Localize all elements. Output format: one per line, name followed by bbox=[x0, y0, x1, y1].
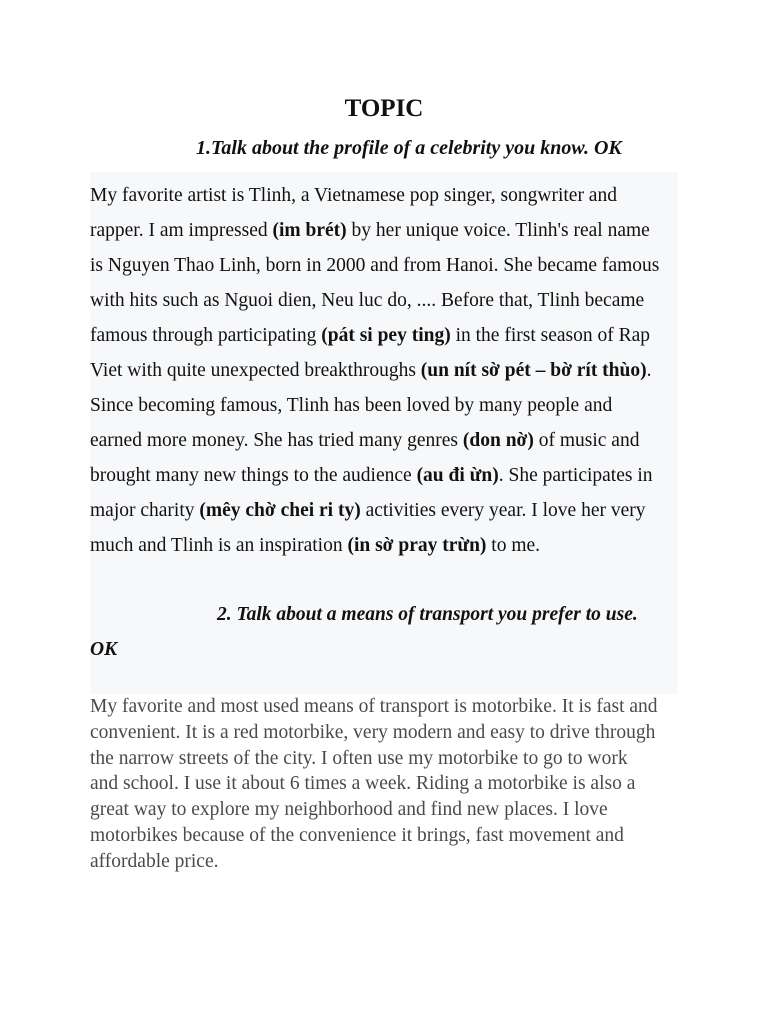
paragraph-line bbox=[90, 388, 682, 423]
pronunciation-note: (in sờ pray trừn) bbox=[347, 535, 487, 556]
paragraph-line: affordable price. bbox=[90, 850, 219, 872]
topic-2-heading-line-1: 2. Talk about a means of transport you prefer to use. bbox=[217, 604, 638, 625]
text-run: is Nguyen Thao Linh, born in 2000 and from Hanoi. She became famous bbox=[90, 255, 660, 276]
pronunciation-note: (don nờ) bbox=[462, 430, 534, 451]
text-run: by her unique voice. Tlinh's real name bbox=[346, 220, 650, 241]
paragraph-line bbox=[90, 528, 682, 563]
text-run: activities every year. I love her very bbox=[360, 500, 646, 521]
topic-2-heading-line-2: OK bbox=[90, 639, 118, 660]
paragraph-line bbox=[90, 318, 682, 353]
paragraph-line bbox=[90, 178, 682, 213]
text-run: . bbox=[646, 360, 652, 381]
paragraph-line: and school. I use it about 6 times a week. Riding a motorbike is also a bbox=[90, 773, 636, 795]
text-run: major charity bbox=[90, 500, 200, 521]
paragraph-line: great way to explore my neighborhood and find new places. I love bbox=[90, 799, 608, 821]
text-run: brought many new things to the audience bbox=[90, 465, 417, 486]
text-run: in the first season of Rap bbox=[450, 325, 651, 346]
document-title: TOPIC bbox=[344, 95, 424, 122]
text-run: much and Tlinh is an inspiration bbox=[90, 535, 348, 556]
text-run: to me. bbox=[486, 535, 541, 556]
pronunciation-note: (im brét) bbox=[272, 220, 347, 241]
pronunciation-note: (un nít sờ pét – bờ rít thùo) bbox=[420, 360, 647, 381]
topic-1-paragraph bbox=[90, 178, 682, 563]
text-run: Viet with quite unexpected breakthroughs bbox=[90, 360, 421, 381]
text-run: famous through participating bbox=[90, 325, 322, 346]
paragraph-line bbox=[90, 458, 682, 493]
paragraph-line bbox=[90, 423, 682, 458]
text-run: . She participates in bbox=[498, 465, 653, 486]
paragraph-line bbox=[90, 493, 682, 528]
paragraph-line: the narrow streets of the city. I often use my motorbike to go to work bbox=[90, 747, 628, 769]
paragraph-line bbox=[90, 248, 682, 283]
pronunciation-note: (pát si pey ting) bbox=[321, 325, 451, 346]
text-run: earned more money. She has tried many genres bbox=[90, 430, 463, 451]
pronunciation-note: (au đi ừn) bbox=[416, 465, 499, 486]
text-run: My favorite artist is Tlinh, a Vietnamese pop singer, songwriter and bbox=[90, 185, 617, 206]
text-run: rapper. I am impressed bbox=[90, 220, 273, 241]
text-run: with hits such as Nguoi dien, Neu luc do, .... Before that, Tlinh became bbox=[90, 290, 645, 311]
topic-2-heading bbox=[90, 597, 680, 667]
paragraph-line bbox=[90, 353, 682, 388]
paragraph-line: convenient. It is a red motorbike, very modern and easy to drive through bbox=[90, 721, 656, 743]
paragraph-line bbox=[90, 283, 682, 318]
text-run: Since becoming famous, Tlinh has been loved by many people and bbox=[90, 395, 613, 416]
topic-1-heading: 1.Talk about the profile of a celebrity you know. OK bbox=[196, 137, 622, 159]
topic-2-paragraph bbox=[90, 694, 682, 875]
pronunciation-note: (mêy chờ chei ri ty) bbox=[199, 500, 361, 521]
text-run: of music and bbox=[533, 430, 640, 451]
paragraph-line: motorbikes because of the convenience it brings, fast movement and bbox=[90, 824, 624, 846]
paragraph-line bbox=[90, 213, 682, 248]
paragraph-line: My favorite and most used means of transport is motorbike. It is fast and bbox=[90, 696, 658, 717]
